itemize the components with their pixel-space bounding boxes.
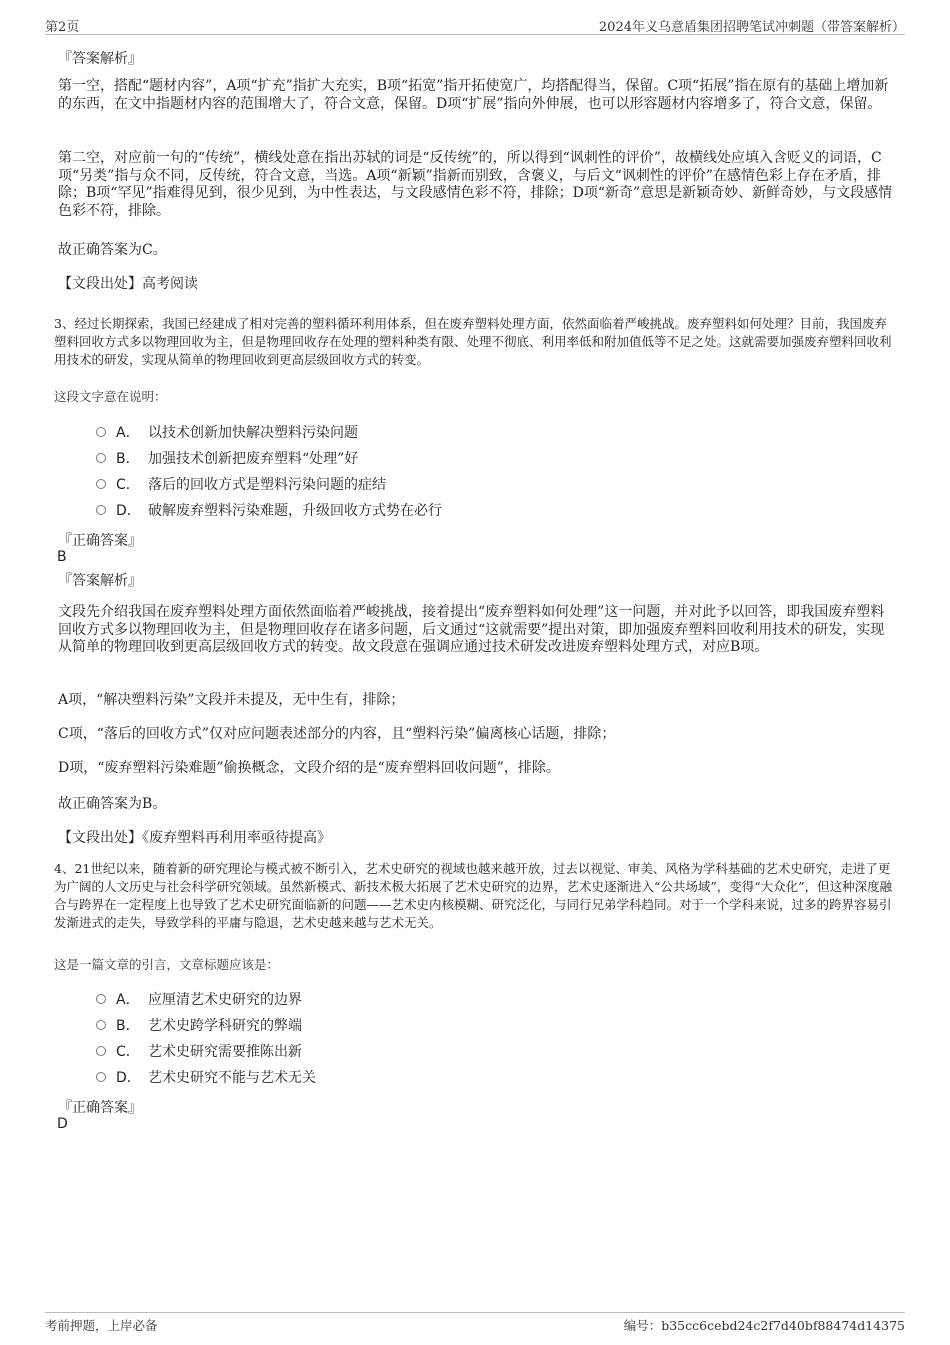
q3-conclusion: 故正确答案为B。 <box>58 796 167 812</box>
option-text: 应厘清艺术史研究的边界 <box>148 992 302 1008</box>
q3-option-d[interactable]: D． 破解废弃塑料污染难题，升级回收方式势在必行 <box>96 501 442 521</box>
page-number: 第2页 <box>45 20 80 35</box>
q3-correct-answer: B <box>57 549 67 565</box>
q2-analysis-label: 『答案解析』 <box>58 51 142 67</box>
q3-analysis-para1: 文段先介绍我国在废弃塑料处理方面依然面临着严峻挑战，接着提出“废弃塑料如何处理”这一问题，并对此予以回答，即我国废弃塑料回收方式多以物理回收为主，但是物理回收存在诸多问题，后文通过“这就需要”提出对策，即加强废弃塑料回收利用技术的研发，实现从简单的物理回收到更高层级回收方式的转变。故文段意在强调应通过技术研发改进废弃塑料处理方式，对应B项。 <box>58 604 885 655</box>
option-text: 艺术史跨学科研究的弊端 <box>148 1018 302 1034</box>
q3-analysis-a: A项，“解决塑料污染”文段并未提及，无中生有，排除； <box>58 692 405 708</box>
q2-analysis-para1: 第一空，搭配“题材内容”，A项“扩充”指扩大充实，B项“拓宽”指开拓使宽广，均搭配得当，保留。C项“拓展”指在原有的基础上增加新的东西，在文中指题材内容的范围增大了，符合文意，保留。D项“扩展”指向外伸展，也可以形容题材内容增多了，符合文意，保留。 <box>58 78 889 112</box>
q3-option-c[interactable]: C． 落后的回收方式是塑料污染问题的症结 <box>96 475 386 495</box>
q3-option-a[interactable]: A． 以技术创新加快解决塑料污染问题 <box>96 423 358 443</box>
option-text: 落后的回收方式是塑料污染问题的症结 <box>148 477 386 493</box>
q3-option-b[interactable]: B． 加强技术创新把废弃塑料“处理”好 <box>96 449 358 469</box>
q2-conclusion: 故正确答案为C。 <box>58 242 167 258</box>
radio-icon[interactable] <box>96 427 106 437</box>
option-text: 艺术史研究需要推陈出新 <box>148 1044 302 1060</box>
q3-prompt: 这段文字意在说明： <box>54 389 167 404</box>
footer-slogan: 考前押题，上岸必备 <box>45 1318 158 1333</box>
radio-icon[interactable] <box>96 453 106 463</box>
q4-option-c[interactable]: C． 艺术史研究需要推陈出新 <box>96 1042 302 1062</box>
q4-correct-answer: D <box>57 1116 68 1132</box>
q4-option-b[interactable]: B． 艺术史跨学科研究的弊端 <box>96 1016 302 1036</box>
radio-icon[interactable] <box>96 1072 106 1082</box>
page-header <box>45 14 905 35</box>
q4-option-d[interactable]: D． 艺术史研究不能与艺术无关 <box>96 1068 316 1088</box>
radio-icon[interactable] <box>96 505 106 515</box>
q3-analysis-c: C项，“落后的回收方式”仅对应问题表述部分的内容，且“塑料污染”偏离核心话题，排除； <box>58 726 616 742</box>
page-footer <box>45 1312 905 1335</box>
radio-icon[interactable] <box>96 479 106 489</box>
radio-icon[interactable] <box>96 1020 106 1030</box>
option-text: 艺术史研究不能与艺术无关 <box>148 1070 316 1086</box>
q3-source: 【文段出处】《废弃塑料再利用率亟待提高》 <box>58 830 331 846</box>
q3-correct-label: 『正确答案』 <box>58 533 142 549</box>
q4-stem: 4、21世纪以来，随着新的研究理论与模式被不断引入，艺术史研究的视域也越来越开放，过去以视觉、审美、风格为学科基础的艺术史研究，走进了更为广阔的人文历史与社会科学研究领域。虽然新模式、新技术极大拓展了艺术史研究的边界，艺术史逐渐进入“公共场域”，变得“大众化”，但这种深度融合与跨界在一定程度上也导致了艺术史研究面临新的问题——艺术史内核模糊、研究泛化，与同行兄弟学科趋同。对于一个学科来说，过多的跨界容易引发渐进式的走失，导致学科的平庸与隐退，艺术史越来越与艺术无关。 <box>54 861 893 930</box>
q4-correct-label: 『正确答案』 <box>58 1100 142 1116</box>
q2-analysis-para2: 第二空，对应前一句的“传统”，横线处意在指出苏轼的词是“反传统”的，所以得到“讽刺性的评价”，故横线处应填入含贬义的词语，C项“另类”指与众不同，反传统，符合文意，当选。A项“新颖”指新而别致，含褒义，与后文“讽刺性的评价”在感情色彩上存在矛盾，排除；B项“罕见”指难得见到，很少见到，为中性表达，与文段感情色彩不符，排除；D项“新奇”意思是新颖奇妙、新鲜奇妙，与文段感情色彩不符，排除。 <box>58 150 893 219</box>
radio-icon[interactable] <box>96 994 106 1004</box>
document-code: 编号：b35cc6cebd24c2f7d40bf88474d14375 <box>623 1318 905 1333</box>
option-text: 破解废弃塑料污染难题，升级回收方式势在必行 <box>148 503 442 519</box>
q3-analysis-label: 『答案解析』 <box>58 573 142 589</box>
option-text: 以技术创新加快解决塑料污染问题 <box>148 425 358 441</box>
q3-analysis-d: D项，“废弃塑料污染难题”偷换概念，文段介绍的是“废弃塑料回收问题”，排除。 <box>58 760 560 776</box>
radio-icon[interactable] <box>96 1046 106 1056</box>
q4-option-a[interactable]: A． 应厘清艺术史研究的边界 <box>96 990 302 1010</box>
q4-prompt: 这是一篇文章的引言，文章标题应该是： <box>54 957 280 972</box>
document-title: 2024年义乌意盾集团招聘笔试冲刺题（带答案解析） <box>598 20 905 35</box>
option-text: 加强技术创新把废弃塑料“处理”好 <box>148 451 359 467</box>
q3-stem: 3、经过长期探索，我国已经建成了相对完善的塑料循环利用体系，但在废弃塑料处理方面，依然面临着严峻挑战。废弃塑料如何处理？目前，我国废弃塑料回收方式多以物理回收为主，但是物理回收存在处理的塑料种类有限、处理不彻底、利用率低和附加值低等不足之处。这就需要加强废弃塑料回收利用技术的研发，实现从简单的物理回收到更高层级回收方式的转变。 <box>54 316 892 367</box>
q2-source: 【文段出处】高考阅读 <box>58 276 198 292</box>
